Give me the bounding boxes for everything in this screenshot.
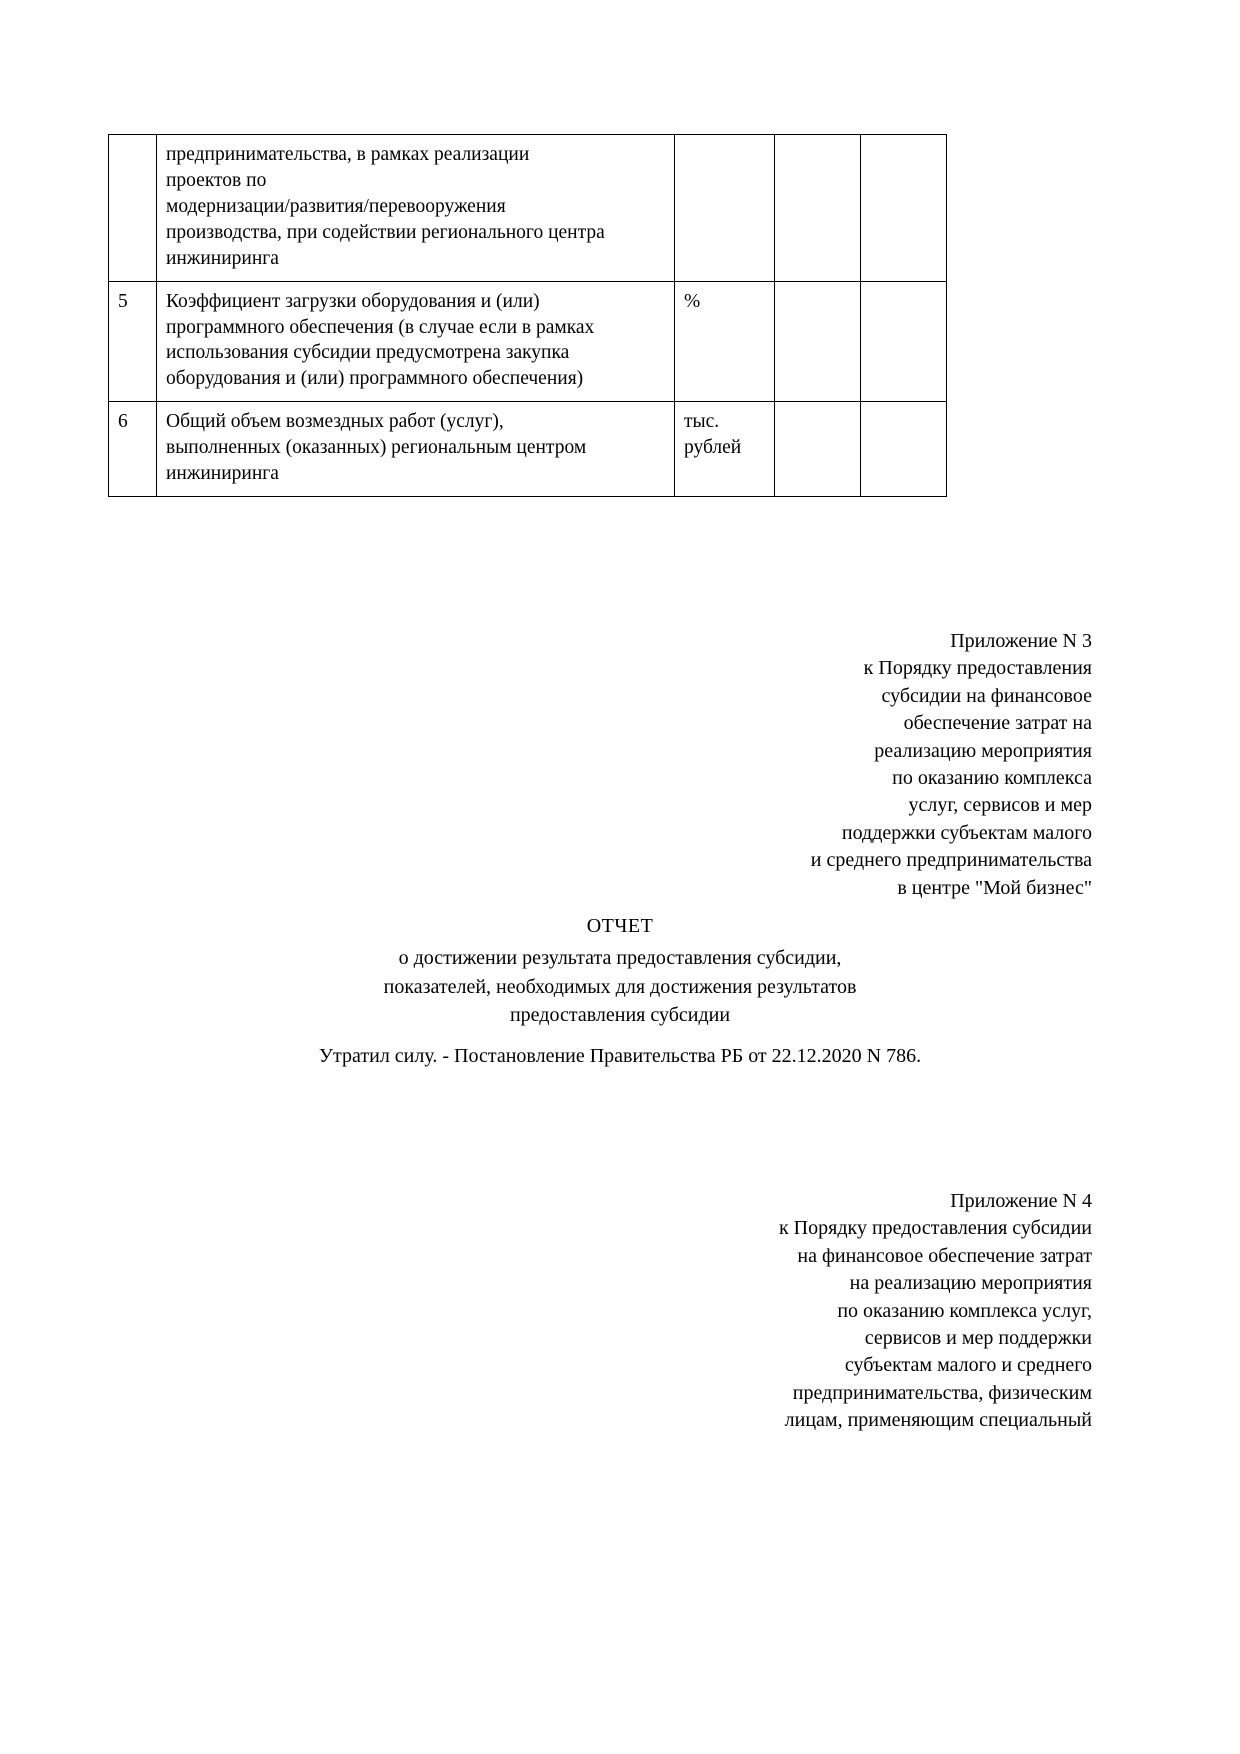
row-name-line: инжиниринга bbox=[166, 247, 279, 269]
row-unit-cell bbox=[675, 402, 775, 497]
appendix-4-line: на финансовое обеспечение затрат bbox=[797, 1244, 1092, 1267]
row-fact-cell bbox=[861, 135, 947, 282]
appendix-3-line: реализацию мероприятия bbox=[874, 739, 1092, 762]
appendix-4-line: субъектам малого и среднего bbox=[844, 1354, 1092, 1377]
table-row bbox=[109, 402, 947, 497]
row-name-line: использования субсидии предусмотрена закупка bbox=[166, 342, 570, 364]
appendix-3-line: обеспечение затрат на bbox=[903, 712, 1092, 735]
repeal-note: Утратил силу. - Постановление Правительства РБ от 22.12.2020 N 786. bbox=[318, 1045, 922, 1067]
row-unit-cell bbox=[675, 281, 775, 402]
appendix-4-line: к Порядку предоставления субсидии bbox=[778, 1217, 1092, 1240]
row-unit-line: тыс. bbox=[684, 411, 720, 433]
appendix-3-line: услуг, сервисов и мер bbox=[908, 794, 1092, 817]
row-fact-cell bbox=[861, 402, 947, 497]
appendix-3-line: по оказанию комплекса bbox=[892, 766, 1092, 789]
appendix-4-line: предпринимательства, физическим bbox=[792, 1381, 1092, 1404]
row-unit-line: рублей bbox=[684, 437, 742, 459]
report-subtitle-line: предоставления субсидии bbox=[509, 1004, 731, 1027]
report-subtitle-line: показателей, необходимых для достижения результатов bbox=[383, 975, 857, 998]
row-number-cell bbox=[109, 135, 157, 282]
appendix-3-line: к Порядку предоставления bbox=[863, 657, 1092, 680]
row-name-cell bbox=[157, 135, 675, 282]
appendix-3-line: субсидии на финансовое bbox=[881, 684, 1092, 707]
appendix-3-block bbox=[532, 628, 1092, 902]
table-body bbox=[109, 135, 947, 497]
row-name-line: производства, при содействии регионального центра bbox=[166, 221, 605, 243]
row-name-line: инжиниринга bbox=[166, 463, 279, 485]
report-heading: ОТЧЕТ bbox=[586, 915, 654, 937]
row-name-line: выполненных (оказанных) региональным центром bbox=[166, 437, 587, 459]
row-unit-line: % bbox=[684, 290, 701, 312]
row-fact-cell bbox=[861, 281, 947, 402]
table-row bbox=[109, 135, 947, 282]
indicators-table-container bbox=[108, 134, 946, 497]
row-name-line: проектов по bbox=[166, 169, 267, 191]
appendix-3-line: в центре "Мой бизнес" bbox=[897, 876, 1092, 899]
row-name-cell bbox=[157, 281, 675, 402]
row-name-line: Коэффициент загрузки оборудования и (или) bbox=[166, 290, 540, 312]
appendix-3-line: Приложение N 3 bbox=[950, 630, 1092, 652]
row-name-cell bbox=[157, 402, 675, 497]
row-name-line: модернизации/развития/перевооружения bbox=[166, 195, 506, 217]
report-subtitle bbox=[0, 944, 1240, 1029]
table-row bbox=[109, 281, 947, 402]
appendix-3-line: поддержки субъектам малого bbox=[841, 821, 1092, 844]
row-name-line: предпринимательства, в рамках реализации bbox=[166, 144, 530, 165]
row-unit-cell bbox=[675, 135, 775, 282]
row-plan-cell bbox=[775, 402, 861, 497]
appendix-4-block bbox=[492, 1188, 1092, 1435]
appendix-4-line: Приложение N 4 bbox=[950, 1190, 1092, 1212]
appendix-3-line: и среднего предпринимательства bbox=[810, 849, 1092, 872]
indicators-table bbox=[108, 134, 947, 497]
row-number-cell: 6 bbox=[109, 402, 157, 497]
report-subtitle-line: о достижении результата предоставления субсидии, bbox=[398, 947, 842, 970]
appendix-4-line: на реализацию мероприятия bbox=[849, 1272, 1092, 1295]
appendix-4-line: по оказанию комплекса услуг, bbox=[837, 1299, 1092, 1322]
row-name-line: оборудования и (или) программного обеспечения) bbox=[166, 368, 584, 390]
row-plan-cell bbox=[775, 281, 861, 402]
appendix-4-line: сервисов и мер поддержки bbox=[864, 1326, 1092, 1349]
row-plan-cell bbox=[775, 135, 861, 282]
report-title-block bbox=[0, 912, 1240, 1030]
row-name-line: программного обеспечения (в случае если в рамках bbox=[166, 316, 595, 338]
row-name-line: Общий объем возмездных работ (услуг), bbox=[166, 411, 504, 433]
row-number-cell: 5 bbox=[109, 281, 157, 402]
appendix-4-line: лицам, применяющим специальный bbox=[784, 1409, 1092, 1432]
